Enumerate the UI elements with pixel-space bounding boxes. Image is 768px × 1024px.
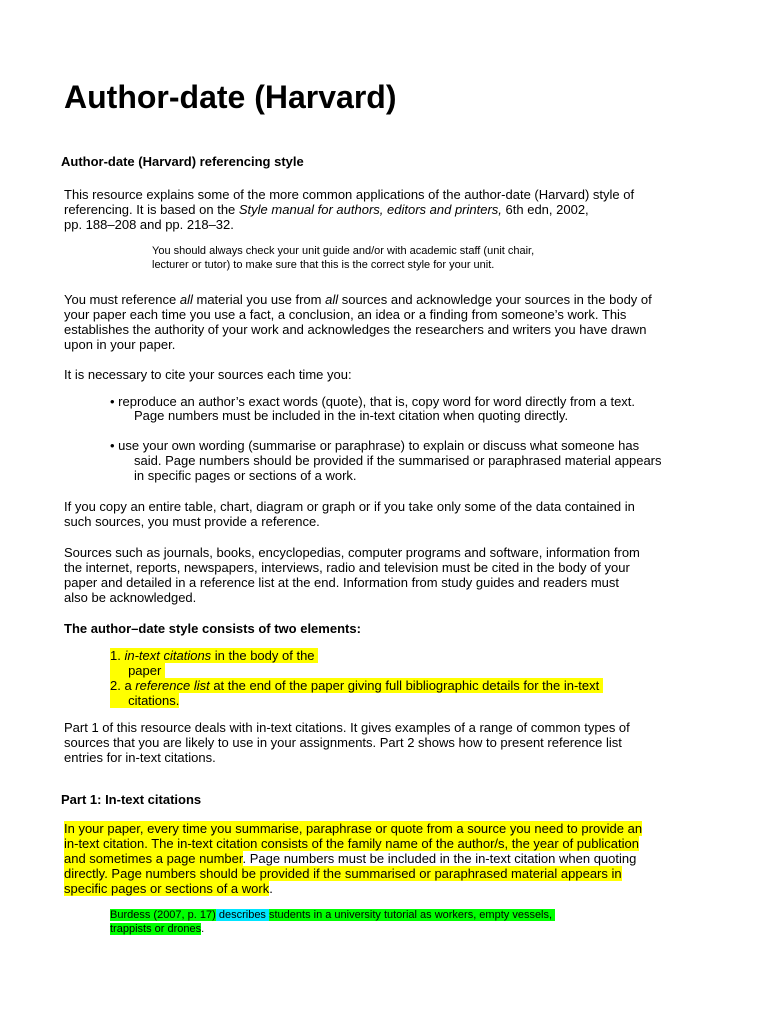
emphasis: reference list (135, 678, 210, 693)
element-item-line (110, 693, 179, 708)
part1-heading: Part 1: In-text citations (61, 792, 202, 807)
intro-line: This resource explains some of the more common applications of the author-date (Harvard) style of (64, 187, 635, 202)
paragraph-line: upon in your paper. (64, 337, 176, 352)
highlighted-text: in-text citation. The in-text citation consists of the family name of the author/s, the year of publication (64, 836, 639, 851)
emphasis: all (325, 292, 339, 307)
element-item (110, 678, 603, 693)
bullet-item-line: said. Page numbers should be provided if the summarised or paraphrased material appears (134, 453, 662, 468)
page-title: Author-date (Harvard) (64, 79, 397, 115)
author-date-highlight: Burdess (2007, p. 17) (110, 909, 216, 921)
paragraph-line: also be acknowledged. (64, 590, 197, 605)
emphasis: in-text citations (124, 648, 212, 663)
highlighted-text: and sometimes a page number (64, 851, 243, 866)
paragraph-line (64, 866, 622, 881)
elements-heading: The author–date style consists of two elements: (64, 621, 361, 636)
text: . Page numbers must be included in the in-text citation when quoting (242, 851, 637, 866)
highlighted-text: directly. Page numbers should be provided if the summarised or paraphrased material appears in (64, 866, 622, 881)
bullet-item: • use your own wording (summarise or paraphrase) to explain or discuss what someone has (110, 438, 640, 453)
text: material you use from (192, 292, 326, 307)
book-title: Style manual for authors, editors and printers, (238, 202, 502, 217)
text: 2. a (110, 678, 136, 693)
intro-line (64, 202, 589, 217)
text: in the body of the (211, 648, 315, 663)
highlighted-text: specific pages or sections of a work (64, 881, 270, 896)
paragraph-line: Sources such as journals, books, encyclopedias, computer programs and software, information from (64, 545, 640, 560)
highlighted-text: In your paper, every time you summarise, paraphrase or quote from a source you need to provide an (64, 821, 643, 836)
paragraph-line: If you copy an entire table, chart, diagram or graph or if you take only some of the data contained in (64, 499, 635, 514)
text: paper (128, 663, 162, 678)
note-line: You should always check your unit guide and/or with academic staff (unit chair, (152, 245, 535, 257)
text: referencing. It is based on the (64, 202, 239, 217)
element-item (110, 648, 318, 663)
section-heading: Author-date (Harvard) referencing style (61, 154, 304, 169)
text: citations. (128, 693, 180, 708)
paragraph-line: entries for in-text citations. (64, 750, 216, 765)
intro-line: pp. 188–208 and pp. 218–32. (64, 217, 234, 232)
verb-highlight: describes (215, 909, 269, 921)
bullet-item-line: in specific pages or sections of a work. (134, 468, 357, 483)
text: sources and acknowledge your sources in the body of (338, 292, 652, 307)
paragraph-line: such sources, you must provide a reference. (64, 514, 320, 529)
example-line (110, 908, 555, 922)
note-line: lecturer or tutor) to make sure that this is the correct style for your unit. (152, 259, 495, 271)
paragraph-line (64, 881, 273, 896)
cite-paragraph: It is necessary to cite your sources each time you: (64, 367, 352, 382)
paragraph-line: sources that you are likely to use in your assignments. Part 2 shows how to present reference list (64, 735, 622, 750)
text: 6th edn, 2002, (501, 202, 589, 217)
content-highlight: students in a university tutorial as workers, empty vessels, (269, 909, 553, 921)
text: . (269, 881, 273, 896)
emphasis: all (179, 292, 193, 307)
paragraph-line (64, 836, 639, 851)
paragraph-line: paper and detailed in a reference list at the end. Information from study guides and readers must (64, 575, 619, 590)
text: You must reference (64, 292, 180, 307)
paragraph-line (64, 851, 636, 866)
paragraph-line (64, 292, 652, 307)
paragraph-line: the internet, reports, newspapers, interviews, radio and television must be cited in the body of your (64, 560, 630, 575)
paragraph-line: your paper each time you use a fact, a conclusion, an idea or a finding from someone’s work. This (64, 307, 627, 322)
example-line (110, 922, 204, 936)
bullet-item-line: Page numbers must be included in the in-text citation when quoting directly. (134, 408, 569, 423)
text: 1. (110, 648, 125, 663)
bullet-item: • reproduce an author’s exact words (quote), that is, copy word for word directly from a text. (110, 394, 636, 409)
text: at the end of the paper giving full bibliographic details for the in-text (209, 678, 600, 693)
paragraph-line: Part 1 of this resource deals with in-text citations. It gives examples of a range of common types of (64, 720, 630, 735)
element-item-line (110, 663, 165, 678)
content-highlight: trappists or drones (110, 923, 202, 935)
paragraph-line (64, 821, 642, 836)
text: . (201, 923, 205, 935)
paragraph-line: establishes the authority of your work and acknowledges the researchers and writers you have drawn (64, 322, 647, 337)
